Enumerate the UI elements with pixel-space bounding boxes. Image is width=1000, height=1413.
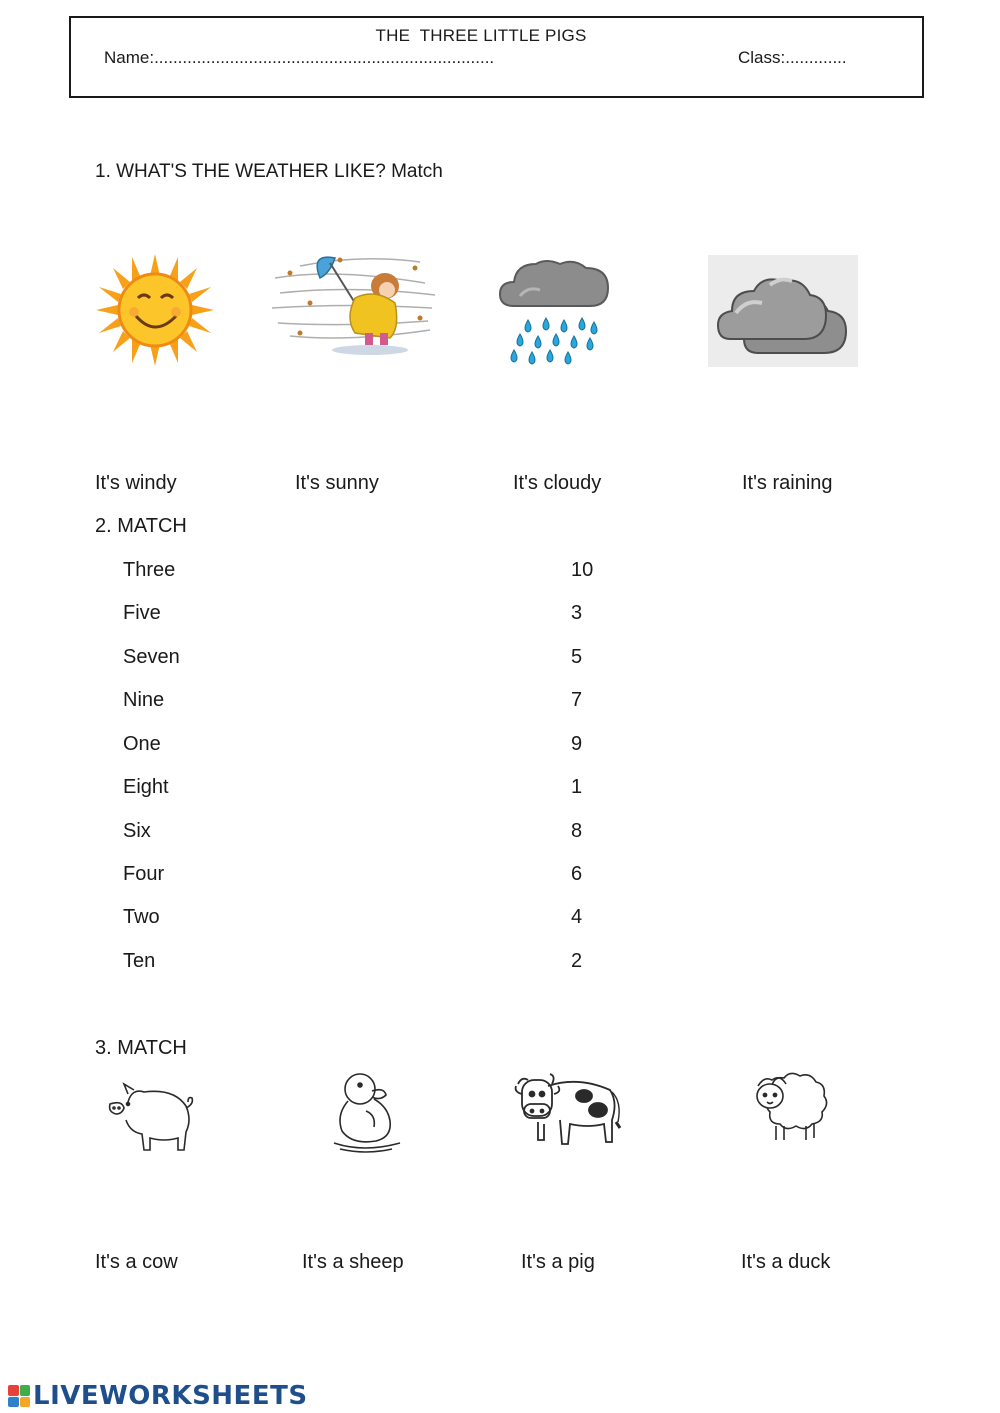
animal-label: It's a duck (741, 1251, 831, 1273)
number-digit: 3 (571, 602, 583, 624)
number-word: One (123, 733, 161, 755)
weather-label: It's sunny (295, 472, 379, 494)
cloudy-icon (708, 255, 858, 367)
duck-icon (330, 1067, 406, 1157)
header-box (69, 16, 924, 98)
number-digit: 4 (571, 906, 583, 928)
number-word: Six (123, 820, 151, 842)
animal-label: It's a cow (95, 1251, 178, 1273)
number-word: Eight (123, 776, 169, 798)
number-word: Two (123, 906, 160, 928)
number-digit: 2 (571, 950, 583, 972)
number-digit: 8 (571, 820, 583, 842)
number-word: Four (123, 863, 165, 885)
number-word: Seven (123, 646, 180, 668)
section2-heading: 2. MATCH (95, 515, 187, 537)
number-word: Ten (123, 950, 156, 972)
liveworksheets-logo[interactable] (8, 1380, 308, 1412)
class-field[interactable]: Class:............. (738, 48, 847, 67)
number-word: Three (123, 559, 176, 581)
rain-cloud-icon (498, 258, 614, 368)
number-word: Five (123, 602, 161, 624)
number-digit: 10 (571, 559, 594, 581)
worksheet-title: THE THREE LITTLE PIGS (375, 26, 587, 45)
animal-label: It's a pig (521, 1251, 595, 1273)
section3-heading: 3. MATCH (95, 1037, 187, 1059)
number-digit: 7 (571, 689, 583, 711)
number-digit: 6 (571, 863, 583, 885)
sun-icon (96, 254, 214, 366)
name-field[interactable]: Name:........................................................................ (104, 48, 495, 67)
cow-icon (512, 1066, 632, 1150)
weather-label: It's cloudy (513, 472, 602, 494)
animal-label: It's a sheep (302, 1251, 404, 1273)
logo-mark-icon (8, 1385, 30, 1407)
windy-girl-icon (270, 248, 440, 358)
number-digit: 5 (571, 646, 583, 668)
number-word: Nine (123, 689, 165, 711)
section1-heading: 1. WHAT'S THE WEATHER LIKE? Match (95, 161, 443, 182)
sheep-icon (750, 1066, 834, 1148)
pig-icon (106, 1080, 198, 1160)
weather-label: It's windy (95, 472, 177, 494)
logo-text: LIVEWORKSHEETS (33, 1381, 308, 1411)
number-digit: 9 (571, 733, 583, 755)
weather-label: It's raining (742, 472, 833, 494)
number-digit: 1 (571, 776, 583, 798)
